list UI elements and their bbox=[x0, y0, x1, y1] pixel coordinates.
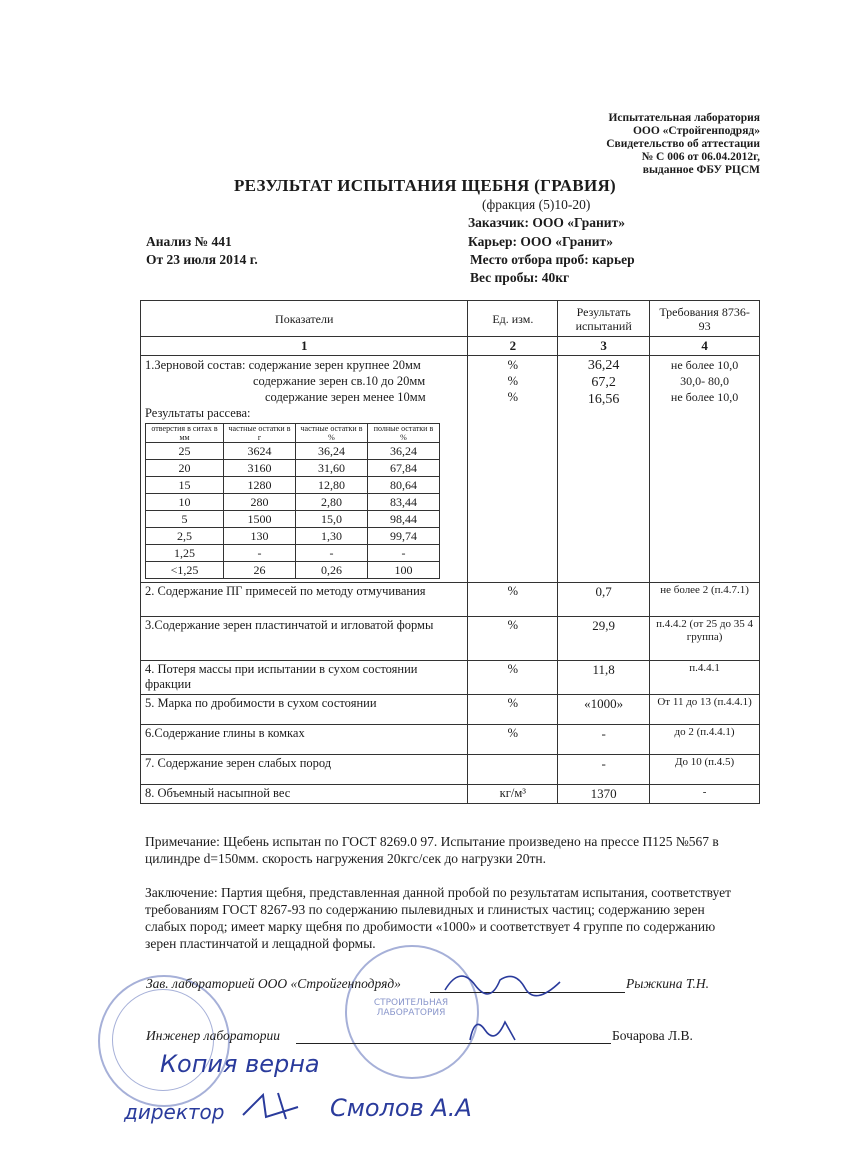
row-unit: % bbox=[468, 695, 558, 725]
sieve-cell: 10 bbox=[146, 494, 224, 511]
row-unit: % bbox=[468, 617, 558, 661]
row-unit bbox=[468, 755, 558, 785]
table-row bbox=[141, 695, 760, 725]
result-cell: 36,24 bbox=[587, 358, 620, 373]
analysis-number: Анализ № 441 bbox=[146, 234, 232, 249]
header-requirements: Требования 8736-93 bbox=[650, 301, 760, 337]
head-signature-label: Зав. лабораторией ООО «Стройгенподряд» bbox=[146, 976, 401, 991]
result-cell: 67,2 bbox=[591, 375, 616, 390]
lab-header bbox=[470, 112, 760, 177]
results-table bbox=[140, 300, 760, 804]
sieve-header: отверстия в ситах в мм bbox=[146, 424, 224, 443]
unit-cell: % bbox=[507, 374, 519, 388]
header-unit: Ед. изм. bbox=[468, 301, 558, 337]
quarry: Карьер: ООО «Гранит» bbox=[468, 234, 613, 249]
column-index: 2 bbox=[468, 337, 558, 356]
sieve-row bbox=[146, 562, 440, 579]
row-name: 3.Содержание зерен пластинчатой и игловатой формы bbox=[141, 617, 468, 661]
column-index: 4 bbox=[650, 337, 760, 356]
lab-header-line: Испытательная лаборатория bbox=[608, 112, 760, 124]
sieve-row bbox=[146, 477, 440, 494]
sieve-cell: 1,25 bbox=[146, 545, 224, 562]
document-title: РЕЗУЛЬТАТ ИСПЫТАНИЯ ЩЕБНЯ (ГРАВИЯ) bbox=[233, 176, 617, 195]
sieve-row bbox=[146, 545, 440, 562]
row-result: 1370 bbox=[558, 785, 650, 804]
sieve-cell: 5 bbox=[146, 511, 224, 528]
sample-place: Место отбора проб: карьер bbox=[470, 252, 635, 267]
row-requirement: не более 2 (п.4.7.1) bbox=[650, 583, 760, 617]
table-row-grain-composition bbox=[141, 356, 760, 583]
sieve-title: Результаты рассева: bbox=[145, 406, 251, 420]
sieve-table bbox=[145, 423, 440, 579]
sieve-row bbox=[146, 460, 440, 477]
fraction: (фракция (5)10-20) bbox=[482, 197, 591, 212]
sieve-cell: 25 bbox=[146, 443, 224, 460]
engineer-signature-label: Инженер лаборатории bbox=[146, 1028, 281, 1043]
requirement-cell: не более 10,0 bbox=[670, 358, 739, 372]
sieve-row bbox=[146, 494, 440, 511]
row-requirement: От 11 до 13 (п.4.4.1) bbox=[650, 695, 760, 725]
row-name: 4. Потеря массы при испытании в сухом состоянии фракции bbox=[141, 661, 468, 695]
handwritten-director: директор bbox=[124, 1100, 225, 1124]
sieve-cell: 26 bbox=[224, 562, 296, 579]
row-unit: % bbox=[468, 661, 558, 695]
head-signature-name: Рыжкина Т.Н. bbox=[626, 976, 709, 991]
sieve-cell: 36,24 bbox=[368, 443, 440, 460]
row-name: 2. Содержание ПГ примесей по методу отмучивания bbox=[141, 583, 468, 617]
director-signature-scribble bbox=[238, 1085, 308, 1125]
sieve-cell: 36,24 bbox=[296, 443, 368, 460]
sieve-cell: <1,25 bbox=[146, 562, 224, 579]
sieve-cell: 2,5 bbox=[146, 528, 224, 545]
lab-header-line: выданное ФБУ РЦСМ bbox=[642, 164, 760, 176]
sieve-cell: 100 bbox=[368, 562, 440, 579]
row-name: 8. Объемный насыпной вес bbox=[141, 785, 468, 804]
table-row bbox=[141, 785, 760, 804]
sieve-cell: 3160 bbox=[224, 460, 296, 477]
sieve-cell: 0,26 bbox=[296, 562, 368, 579]
column-index: 1 bbox=[141, 337, 468, 356]
sieve-cell: 31,60 bbox=[296, 460, 368, 477]
sieve-cell: 12,80 bbox=[296, 477, 368, 494]
customer: Заказчик: ООО «Гранит» bbox=[468, 215, 625, 230]
row-name: 5. Марка по дробимости в сухом состоянии bbox=[141, 695, 468, 725]
analysis-date: От 23 июля 2014 г. bbox=[146, 252, 258, 267]
sieve-cell: - bbox=[296, 545, 368, 562]
table-row bbox=[141, 755, 760, 785]
row-unit: % bbox=[468, 583, 558, 617]
sieve-cell: 280 bbox=[224, 494, 296, 511]
row-result: «1000» bbox=[558, 695, 650, 725]
requirement-cell: 30,0- 80,0 bbox=[680, 374, 730, 388]
sample-weight: Вес пробы: 40кг bbox=[470, 270, 570, 285]
sieve-header: полные остатки в % bbox=[368, 424, 440, 443]
sieve-cell: 98,44 bbox=[368, 511, 440, 528]
row-name: 7. Содержание зерен слабых пород bbox=[141, 755, 468, 785]
grain-line: содержание зерен св.10 до 20мм bbox=[253, 374, 426, 388]
engineer-signature-name: Бочарова Л.В. bbox=[612, 1028, 693, 1043]
column-index: 3 bbox=[558, 337, 650, 356]
header-result: Результать испытаний bbox=[558, 301, 650, 337]
sieve-cell: - bbox=[368, 545, 440, 562]
sieve-cell: 15,0 bbox=[296, 511, 368, 528]
handwritten-copy-true: Копия верна bbox=[160, 1050, 320, 1078]
row-requirement: - bbox=[650, 785, 760, 804]
table-row bbox=[141, 583, 760, 617]
sieve-cell: 2,80 bbox=[296, 494, 368, 511]
sieve-header: частные остатки в г bbox=[224, 424, 296, 443]
signature-line bbox=[296, 1043, 611, 1044]
sieve-cell: 80,64 bbox=[368, 477, 440, 494]
requirement-cell: не более 10,0 bbox=[670, 390, 739, 404]
row-result: - bbox=[558, 725, 650, 755]
lab-header-line: Свидетельство об аттестации bbox=[606, 138, 760, 150]
row-unit: кг/м³ bbox=[468, 785, 558, 804]
row-result: 11,8 bbox=[558, 661, 650, 695]
unit-cell: % bbox=[507, 358, 519, 372]
row-requirement: п.4.4.1 bbox=[650, 661, 760, 695]
row-name: 6.Содержание глины в комках bbox=[141, 725, 468, 755]
sieve-header: частные остатки в % bbox=[296, 424, 368, 443]
grain-line: 1.Зерновой состав: содержание зерен крупнее 20мм bbox=[145, 358, 421, 372]
row-requirement: п.4.4.2 (от 25 до 35 4 группа) bbox=[650, 617, 760, 661]
sieve-cell: 3624 bbox=[224, 443, 296, 460]
result-cell: 16,56 bbox=[587, 392, 620, 407]
sieve-cell: 83,44 bbox=[368, 494, 440, 511]
sieve-row bbox=[146, 511, 440, 528]
note: Примечание: Щебень испытан по ГОСТ 8269.0 97. Испытание произведено на прессе П125 №567 в цилиндре d=150мм. скорость нагружения 20кгс/сек до нагрузки 20тн. bbox=[145, 834, 719, 866]
row-result: 0,7 bbox=[558, 583, 650, 617]
engineer-signature-scribble bbox=[460, 1010, 520, 1050]
table-row bbox=[141, 725, 760, 755]
lab-stamp-text: СТРОИТЕЛЬНАЯ ЛАБОРАТОРИЯ bbox=[373, 998, 449, 1018]
sieve-cell: 99,74 bbox=[368, 528, 440, 545]
head-signature-scribble bbox=[440, 960, 570, 1000]
sieve-cell: 1,30 bbox=[296, 528, 368, 545]
sieve-cell: 1280 bbox=[224, 477, 296, 494]
sieve-cell: 1500 bbox=[224, 511, 296, 528]
sieve-cell: 130 bbox=[224, 528, 296, 545]
sieve-row bbox=[146, 528, 440, 545]
header-indicators: Показатели bbox=[141, 301, 468, 337]
row-unit: % bbox=[468, 725, 558, 755]
lab-header-line: ООО «Стройгенподряд» bbox=[632, 125, 760, 137]
unit-cell: % bbox=[507, 390, 519, 404]
sieve-cell: 15 bbox=[146, 477, 224, 494]
sieve-row bbox=[146, 443, 440, 460]
lab-header-line: № С 006 от 06.04.2012г, bbox=[641, 151, 760, 163]
sieve-cell: - bbox=[224, 545, 296, 562]
table-row bbox=[141, 661, 760, 695]
conclusion: Заключение: Партия щебня, представленная данной пробой по результатам испытания, соответствует требованиям ГОСТ 8267-93 по содержанию пылевидных и глинистых частиц; содержанию зерен слабых пород; имеет марку щебня по дробимости «1000» и соответствует 4 группе по содержанию зерен пластинчатой и лещадной формы. bbox=[145, 885, 732, 951]
row-result: 29,9 bbox=[558, 617, 650, 661]
sieve-cell: 20 bbox=[146, 460, 224, 477]
sieve-cell: 67,84 bbox=[368, 460, 440, 477]
table-row bbox=[141, 617, 760, 661]
grain-line: содержание зерен менее 10мм bbox=[265, 390, 426, 404]
handwritten-name: Смолов А.А bbox=[330, 1094, 472, 1122]
row-result: - bbox=[558, 755, 650, 785]
row-requirement: до 2 (п.4.4.1) bbox=[650, 725, 760, 755]
row-requirement: До 10 (п.4.5) bbox=[650, 755, 760, 785]
